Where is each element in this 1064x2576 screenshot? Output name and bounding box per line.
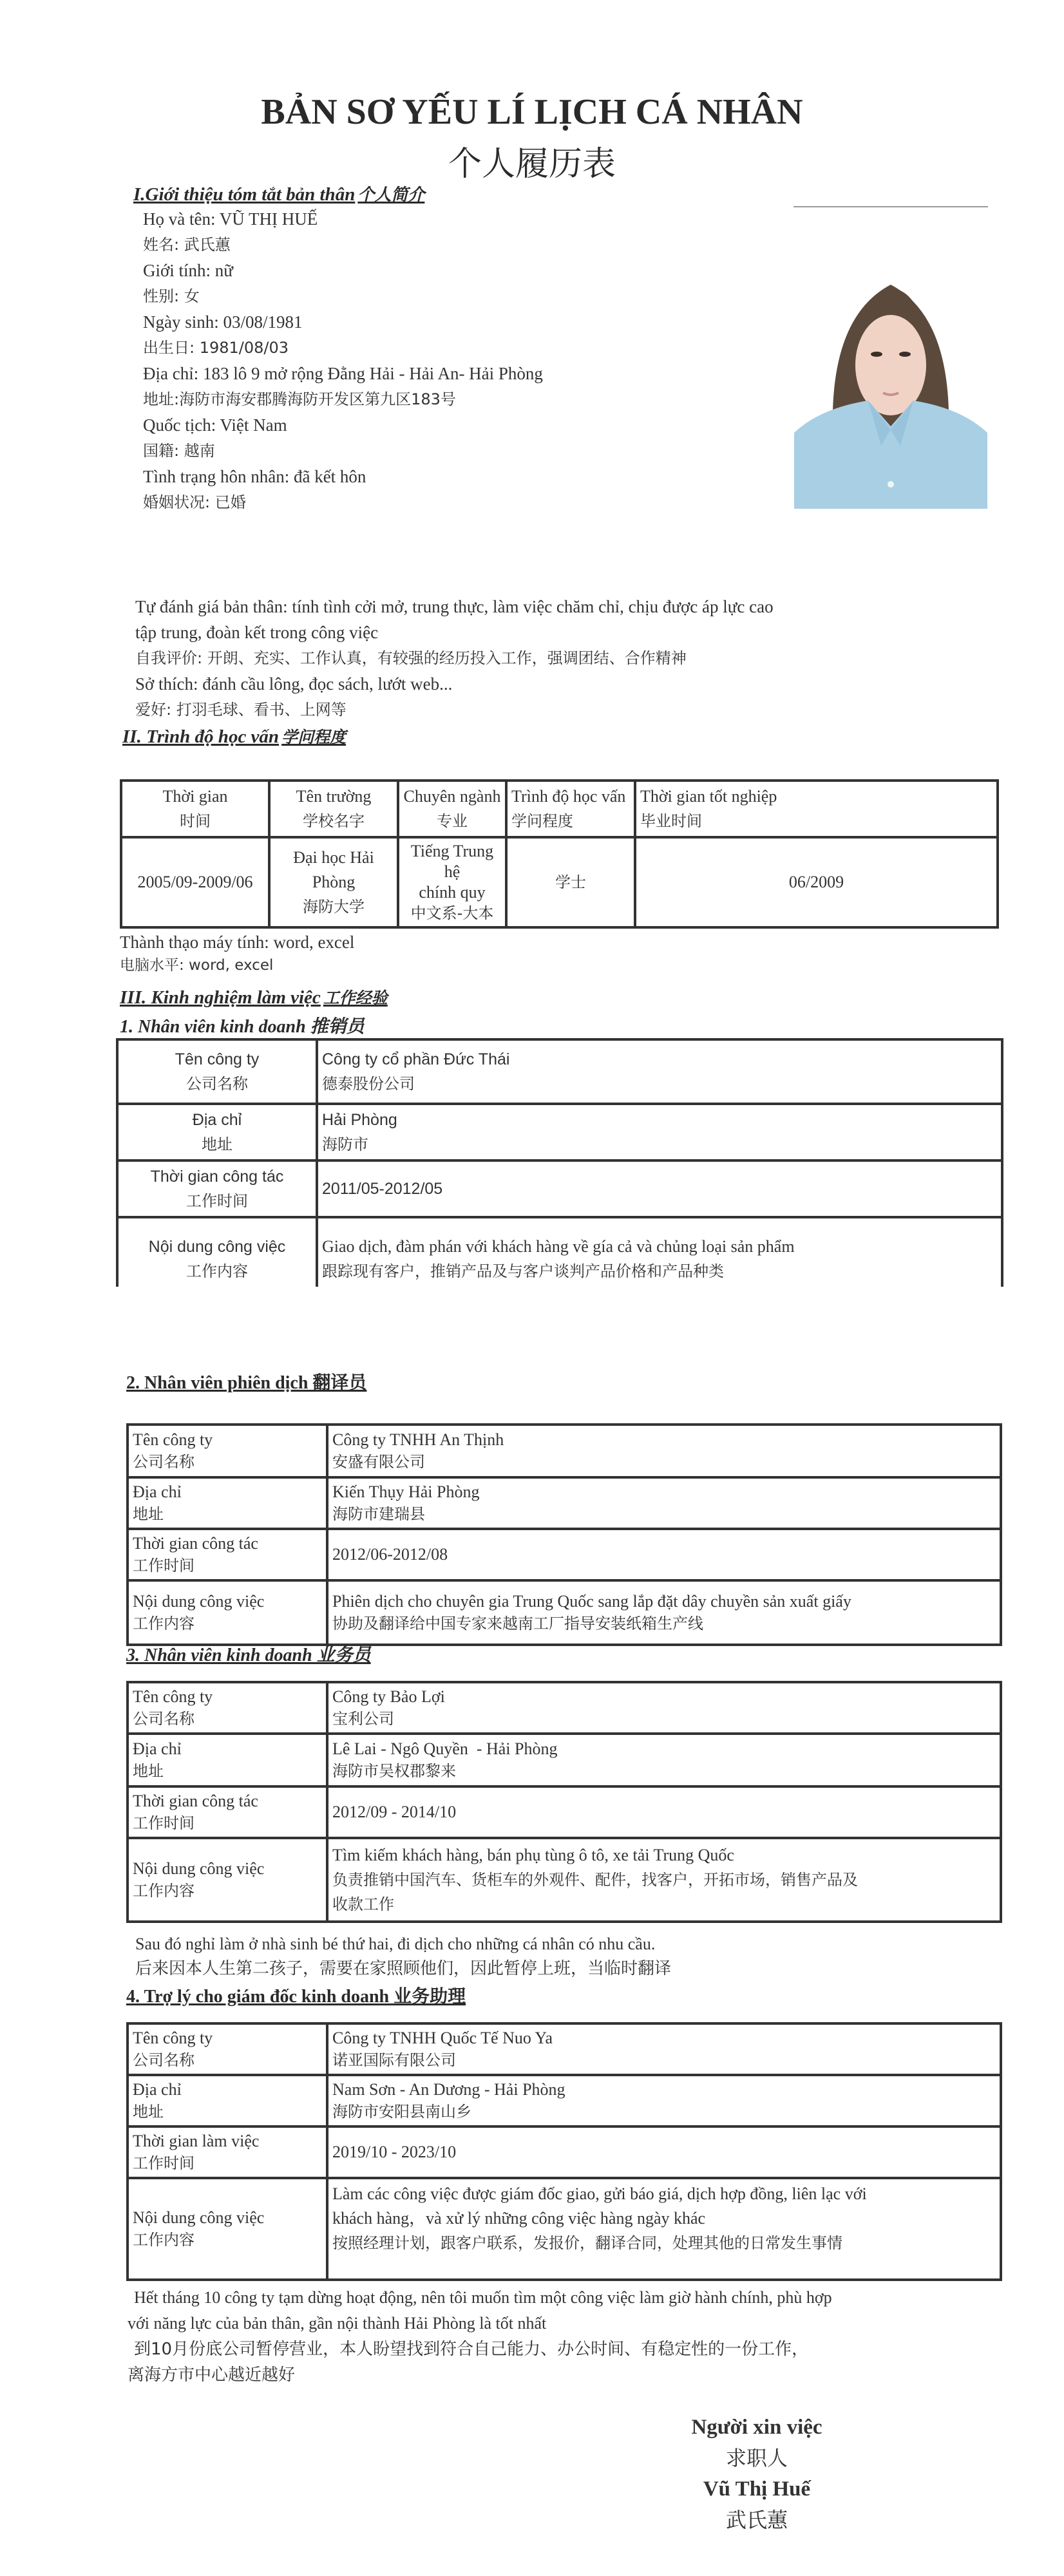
- nationality-cn: 国籍: 越南: [143, 442, 215, 460]
- job-3-heading: 3. Nhân viên kinh doanh 业务员: [126, 1645, 371, 1665]
- job-row-period: Thời gian công tác 工作时间 2012/06-2012/08: [128, 1529, 1001, 1580]
- self-eval-cn: 自我评价: 开朗、充实、工作认真，有较强的经历投入工作，强调团结、合作精神: [135, 649, 687, 667]
- education-row: [121, 837, 998, 927]
- portrait-photo: [794, 240, 987, 509]
- gender-cn: 性别: 女: [143, 287, 200, 305]
- computer-skills-cn: 电脑水平: word, excel: [120, 957, 274, 974]
- job-row-address: Địa chỉ 地址 Hải Phòng 海防市: [117, 1104, 1002, 1160]
- job-row-content: Nội dung công việc 工作内容 Tìm kiếm khách hàng, bán phụ tùng ô tô, xe tải Trung Quốc 负责推销中国汽车、货柜车的外观件、配件，找客户，开拓市场，销售产品及 收款工作: [128, 1838, 1001, 1922]
- job-2-table: [126, 1423, 1002, 1646]
- job-row-period: Thời gian làm việc 工作时间 2019/10 - 2023/10: [128, 2126, 1001, 2178]
- marital-status-vn: Tình trạng hôn nhân: đã kết hôn: [143, 467, 366, 486]
- address-cn: 地址:海防市海安郡腾海防开发区第九区183号: [143, 390, 456, 408]
- job-1-table-container: [116, 1038, 1005, 1287]
- job-4-heading: 4. Trợ lý cho giám đốc kinh doanh 业务助理: [126, 1987, 466, 2007]
- birthdate-vn: Ngày sinh: 03/08/1981: [143, 312, 303, 332]
- applicant-name-cn: 武氏蕙: [725, 2508, 788, 2532]
- full-name-cn: 姓名: 武氏蕙: [143, 236, 231, 254]
- edu-major: Tiếng Trung hệ chính quy 中文系-大本: [398, 837, 506, 927]
- job-4-table: [126, 2022, 1002, 2281]
- edu-school: Đại học Hải Phòng 海防大学: [269, 837, 398, 927]
- address-vn: Địa chỉ: 183 lô 9 mở rộng Đằng Hải - Hải An- Hải Phòng: [143, 364, 543, 383]
- self-eval-vn-1: Tự đánh giá bản thân: tính tình cởi mở, trung thực, làm việc chăm chỉ, chịu được áp lực cao: [135, 597, 774, 616]
- job-row-company: Tên công ty 公司名称 Công ty TNHH Quốc Tế Nuo Ya 诺亚国际有限公司: [128, 2023, 1001, 2075]
- applicant-label-cn: 求职人: [725, 2446, 788, 2470]
- job-row-company: Tên công ty 公司名称 Công ty Bảo Lợi 宝利公司: [128, 1682, 1001, 1734]
- job-row-company: Tên công ty 公司名称 Công ty TNHH An Thịnh 安盛有限公司: [128, 1425, 1001, 1477]
- full-name-vn: Họ và tên: VŨ THỊ HUẾ: [143, 209, 318, 229]
- self-eval-vn-2: tập trung, đoàn kết trong công việc: [135, 623, 379, 642]
- section-3-heading: III. Kinh nghiệm làm việc 工作经验: [120, 987, 388, 1008]
- edu-degree: 学士: [506, 837, 635, 927]
- header-cell: Thời gian tốt nghiệp 毕业时间: [635, 781, 998, 837]
- job-row-company: Tên công ty 公司名称 Công ty cổ phần Đức Thái 德泰股份公司: [117, 1039, 1002, 1104]
- job-row-address: Địa chỉ 地址 Nam Sơn - An Dương - Hải Phòng 海防市安阳县南山乡: [128, 2075, 1001, 2126]
- education-table: [120, 779, 999, 929]
- portrait-image-icon: [794, 240, 987, 509]
- job-row-content: Nội dung công việc 工作内容 Phiên dịch cho chuyên gia Trung Quốc sang lắp đặt dây chuyền sản xuất giấy 协助及翻译给中国专家来越南工厂指导安装纸箱生产线: [128, 1580, 1001, 1645]
- hobbies-vn: Sở thích: đánh cầu lông, đọc sách, lướt web...: [135, 674, 453, 694]
- job-row-address: Địa chỉ 地址 Kiến Thụy Hải Phòng 海防市建瑞县: [128, 1477, 1001, 1529]
- signature-block: [612, 2412, 902, 2535]
- edu-period: 2005/09-2009/06: [121, 837, 269, 927]
- self-evaluation: [135, 594, 774, 723]
- job-1-heading: 1. Nhân viên kinh doanh 推销员: [120, 1017, 365, 1037]
- job-row-period: Thời gian công tác 工作时间 2011/05-2012/05: [117, 1160, 1002, 1217]
- document-title-chinese: 个人履历表: [448, 145, 616, 184]
- job-3-table: [126, 1681, 1002, 1923]
- personal-info: [143, 206, 543, 515]
- header-cell: Trình độ học vấn 学问程度: [506, 781, 635, 837]
- marital-status-cn: 婚姻状况: 已婚: [143, 493, 246, 511]
- section-1-heading: I.Giới thiệu tóm tắt bản thân 个人简介: [133, 184, 425, 205]
- gender-vn: Giới tính: nữ: [143, 261, 233, 280]
- applicant-label-vn: Người xin việc: [691, 2416, 822, 2439]
- birthdate-cn: 出生日: 1981/08/03: [143, 339, 289, 357]
- header-cell: Chuyên ngành 专业: [398, 781, 506, 837]
- section-2-heading: II. Trình độ học vấn 学问程度: [122, 726, 347, 747]
- hobbies-cn: 爱好: 打羽毛球、看书、上网等: [135, 701, 347, 719]
- job-3-note: Sau đó nghỉ làm ở nhà sinh bé thứ hai, đi dịch cho những cá nhân có nhu cầu. 后来因本人生第二孩子，需要在家照顾他们，因此暂停上班，当临时翻译: [135, 1935, 672, 1978]
- photo-rule: [793, 206, 988, 207]
- job-row-content: Nội dung công việc 工作内容 Làm các công việc được giám đốc giao, gửi báo giá, dịch hợp đồng, liên lạc với khách hàng，và xử lý những công việc hàng ngày khác 按照经理计划，跟客户联系，发报价，翻译合同，处理其他的日常发生事情: [128, 2178, 1001, 2280]
- header-cell: Thời gian 时间: [121, 781, 269, 837]
- job-4-note: Hết tháng 10 công ty tạm dừng hoạt động, nên tôi muốn tìm một công việc làm giờ hành chính, phù hợp với năng lực của bản thân, gần nội thành Hải Phòng là tốt nhất 到10月份底公司暂停营业，本人盼望找到符合自己能力、办公时间、有稳定性的一份工作， 离海方市中心越近越好: [128, 2288, 832, 2385]
- job-row-content: Nội dung công việc 工作内容 Giao dịch, đàm phán với khách hàng về gía cả và chủng loại sản phẩm 跟踪现有客户，推销产品及与客户谈判产品价格和产品种类: [117, 1217, 1002, 1287]
- job-1-table: [116, 1038, 1003, 1287]
- job-2-heading: 2. Nhân viên phiên dịch 翻译员: [126, 1373, 367, 1393]
- nationality-vn: Quốc tịch: Việt Nam: [143, 415, 287, 435]
- job-row-address: Địa chỉ 地址 Lê Lai - Ngô Quyền - Hải Phòng 海防市吴权郡黎来: [128, 1734, 1001, 1786]
- computer-skills: [120, 931, 354, 977]
- document-title: BẢN SƠ YẾU LÍ LỊCH CÁ NHÂN: [261, 92, 803, 132]
- education-header-row: [121, 781, 998, 837]
- edu-graduation: 06/2009: [635, 837, 998, 927]
- job-row-period: Thời gian công tác 工作时间 2012/09 - 2014/10: [128, 1786, 1001, 1838]
- header-cell: Tên trường 学校名字: [269, 781, 398, 837]
- applicant-name-vn: Vũ Thị Huế: [703, 2477, 811, 2501]
- computer-skills-vn: Thành thạo máy tính: word, excel: [120, 933, 355, 952]
